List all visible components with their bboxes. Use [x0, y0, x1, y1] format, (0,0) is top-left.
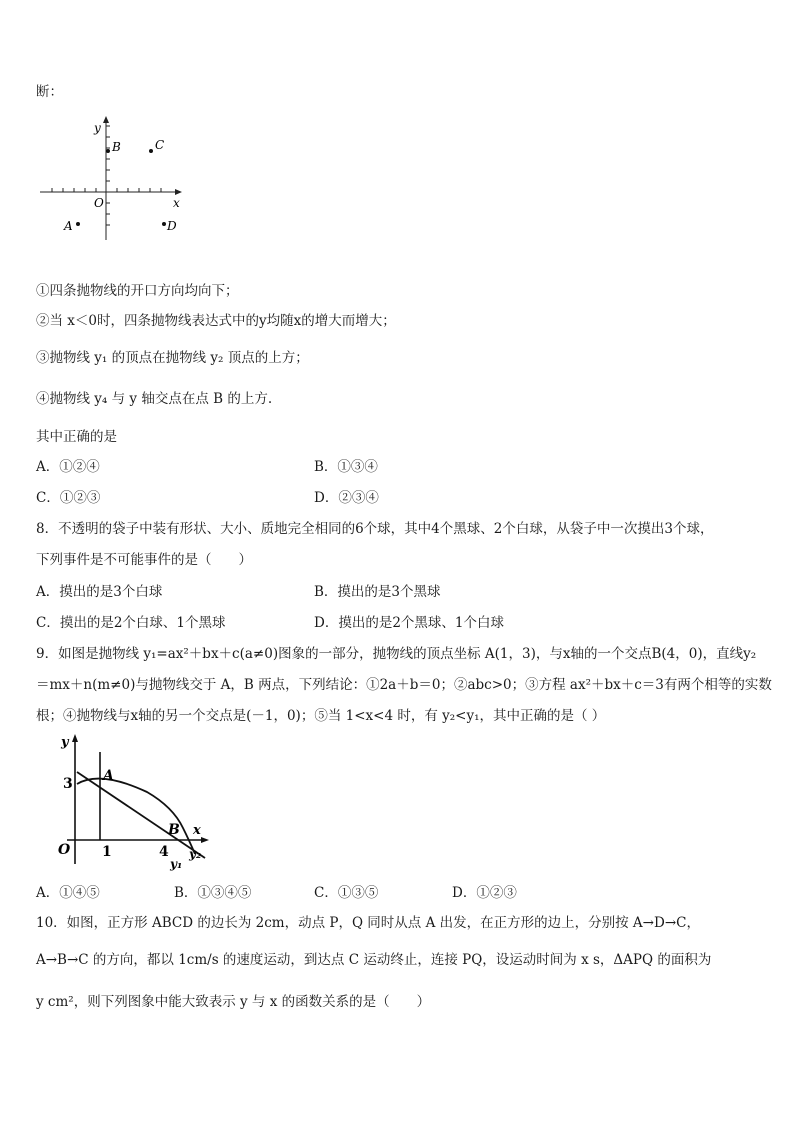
- q8-option-c[interactable]: C．摸出的是2个白球、1个黑球: [36, 615, 226, 631]
- label-y1: y₁: [170, 857, 183, 871]
- point-d: [162, 222, 166, 226]
- q7-option-d[interactable]: D．②③④: [314, 490, 379, 506]
- q7-statement-1: ①四条抛物线的开口方向均向下；: [36, 283, 239, 299]
- q9-option-a[interactable]: A．①④⑤: [36, 885, 100, 901]
- q10-stem-line-2: A→B→C 的方向，都以 1cm/s 的速度运动，到达点 C 运动终止，连接 PQ，设运动时间为 x s，ΔAPQ 的面积为: [36, 952, 712, 968]
- q9-stem-line-1: 9．如图是抛物线 y₁=ax²＋bx＋c(a≠0)图象的一部分，抛物线的顶点坐标 A(1，3)，与x轴的一个交点B(4，0)，直线y₂: [36, 646, 757, 662]
- y-axis-label: y: [61, 735, 69, 750]
- label-b: B: [168, 822, 180, 838]
- point-a: [76, 222, 80, 226]
- origin-label: O: [94, 196, 104, 210]
- parabola-y1: [77, 779, 195, 854]
- header-fragment: 断：: [36, 84, 63, 100]
- q7-statement-4: ④抛物线 y₄ 与 y 轴交点在点 B 的上方.: [36, 391, 273, 407]
- q7-statement-3: ③抛物线 y₁ 的顶点在抛物线 y₂ 顶点的上方；: [36, 350, 309, 366]
- y-axis-label: y: [94, 121, 101, 135]
- q7-option-c[interactable]: C．①②③: [36, 490, 101, 506]
- q7-statement-2: ②当 x＜0时，四条抛物线表达式中的y均随x的增大而增大；: [36, 313, 396, 329]
- x-axis-label: x: [173, 196, 180, 210]
- label-a: A: [103, 768, 114, 784]
- q7-option-b[interactable]: B．①③④: [314, 459, 378, 475]
- q9-option-b[interactable]: B．①③④⑤: [174, 885, 252, 901]
- q7-option-a[interactable]: A．①②④: [36, 459, 100, 475]
- point-d-label: D: [167, 219, 177, 233]
- q9-stem-line-3: 根；④抛物线与x轴的另一个交点是(－1，0)；⑤当 1<x<4 时，有 y₂<y₁，其中正确的是（ ）: [36, 708, 606, 724]
- q8-stem-line-2: 下列事件是不可能事件的是（ ）: [36, 552, 252, 568]
- q10-stem-line-3: y cm²，则下列图象中能大致表示 y 与 x 的函数关系的是（ ）: [36, 994, 431, 1010]
- x-axis-arrow: [201, 837, 209, 843]
- y-axis-arrow: [72, 734, 78, 742]
- q9-stem-line-2: ＝mx＋n(m≠0)与抛物线交于 A，B 两点，下列结论：①2a＋b＝0；②abc>0；③方程 ax²＋bx＋c＝3有两个相等的实数: [36, 677, 772, 693]
- line-y2: [77, 772, 205, 858]
- q8-stem-line-1: 8．不透明的袋子中装有形状、大小、质地完全相同的6个球，其中4个黑球、2个白球，从袋子中一次摸出3个球，: [36, 521, 714, 537]
- label-4: 4: [159, 844, 169, 860]
- q8-option-a[interactable]: A．摸出的是3个白球: [36, 584, 163, 600]
- q9-option-c[interactable]: C．①③⑤: [314, 885, 379, 901]
- q8-option-b[interactable]: B．摸出的是3个黑球: [314, 584, 441, 600]
- point-b: [106, 149, 110, 153]
- q9-option-d[interactable]: D．①②③: [452, 885, 517, 901]
- label-1: 1: [102, 844, 112, 860]
- x-axis-arrow: [175, 189, 182, 195]
- q10-stem-line-1: 10．如图，正方形 ABCD 的边长为 2cm，动点 P，Q 同时从点 A 出发，在正方形的边上，分别按 A→D→C，: [36, 915, 700, 931]
- q9-figure: [55, 732, 215, 872]
- point-c-label: C: [155, 138, 165, 152]
- q7-figure: [36, 112, 196, 252]
- q7-prompt: 其中正确的是: [36, 429, 117, 445]
- y-axis-arrow: [103, 116, 109, 123]
- q8-option-d[interactable]: D．摸出的是2个黑球、1个白球: [314, 615, 505, 631]
- point-c: [149, 149, 153, 153]
- point-a-label: A: [64, 219, 73, 233]
- label-y2: y₂: [189, 847, 202, 861]
- x-axis-label: x: [193, 823, 201, 838]
- point-b-label: B: [112, 140, 121, 154]
- origin-label: O: [58, 842, 71, 858]
- label-3: 3: [63, 776, 73, 792]
